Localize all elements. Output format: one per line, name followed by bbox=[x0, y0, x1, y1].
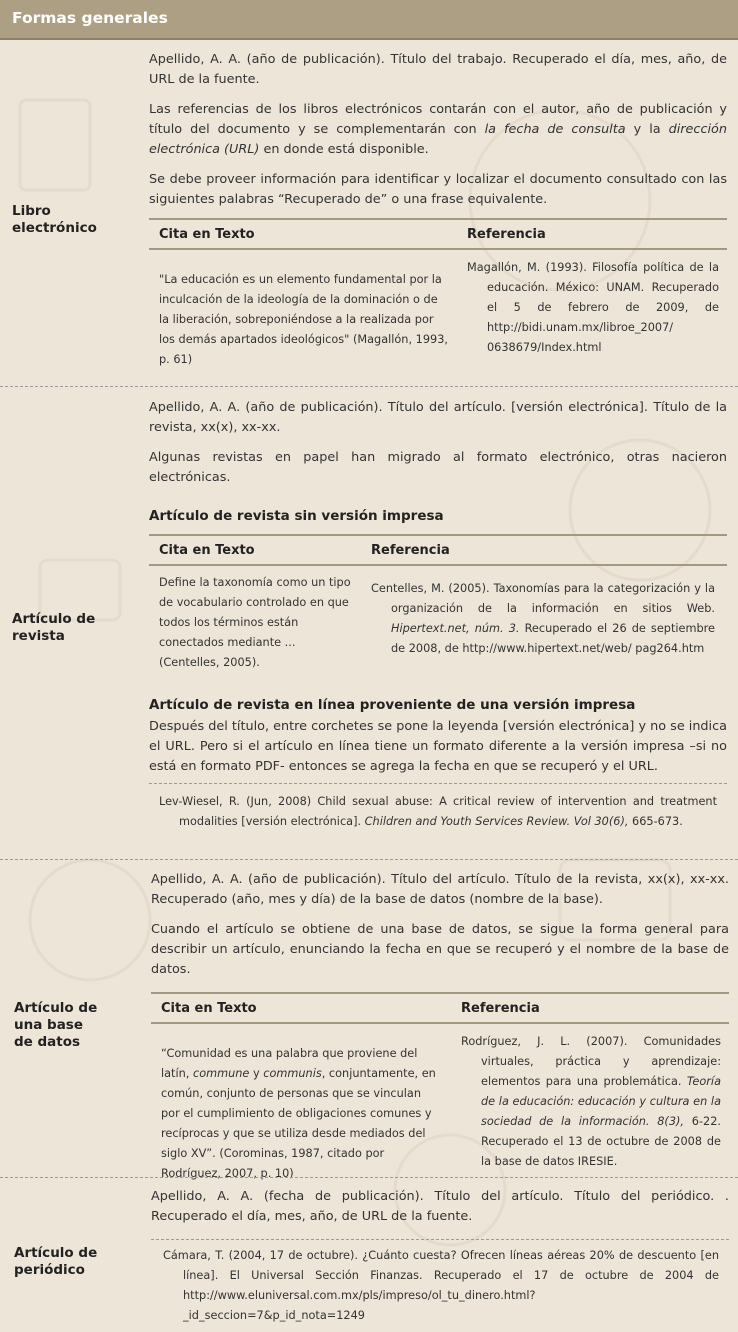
subheading: Artículo de revista sin versión impresa bbox=[149, 508, 444, 524]
section-divider bbox=[0, 386, 738, 387]
table-row bbox=[149, 566, 727, 673]
example-table bbox=[149, 534, 727, 673]
label-line: Artículo de bbox=[12, 611, 96, 627]
label-line: periódico bbox=[14, 1262, 85, 1278]
description-text: Algunas revistas en papel han migrado al formato electrónico, otras nacieron electrónicas. bbox=[149, 450, 727, 485]
header-bar bbox=[0, 0, 738, 40]
section-label-revista bbox=[12, 611, 95, 645]
referencia-cell: Magallón, M. (1993). Filosofía política de la educación. México: UNAM. Recuperado el 5 de febrero de 2009, de http://bidi.unam.mx/libroe_2007/ 0638679/Index.html bbox=[467, 261, 719, 354]
cita-cell: Define la taxonomía como un tipo de vocabulario controlado en que todos los términos están conectados mediante ... (Centelles, 2005). bbox=[159, 576, 351, 669]
referencia-cell: Centelles, M. (2005). Taxonomías para la categorización y la organización de la información en sitios Web. Hipertext.net, núm. 3. Recuperado el 26 de septiembre de 2008, de http://www.hipertext.net/web/ pag264.htm bbox=[371, 582, 715, 655]
section-libro bbox=[149, 50, 727, 370]
section-divider bbox=[0, 859, 738, 860]
column-header-referencia: Referencia bbox=[467, 226, 546, 242]
example-reference: Lev-Wiesel, R. (Jun, 2008) Child sexual abuse: A critical review of intervention and treatment modalities [versión electrónica]. Children and Youth Services Review. Vol 30(6), 665-673. bbox=[149, 783, 727, 832]
section-divider bbox=[0, 1177, 738, 1178]
cita-cell: “Comunidad es una palabra que proviene del latín, commune y communis, conjuntamente, en común, conjunto de personas que se vinculan por el cumplimiento de obligaciones comunes y recíprocas y que se utiliza desde mediados del siglo XV”. (Corominas, 1987, citado por Rodríguez, 2007, p. 10) bbox=[161, 1047, 436, 1180]
cita-cell: "La educación es un elemento fundamental por la inculcación de la ideología de la dominación o de la liberación, sobreponiéndose a la realizada por los demás apartados ideológicos" (Magallón, 1993, p. 61) bbox=[159, 273, 448, 366]
description-text: Se debe proveer información para identificar y localizar el documento consultado con las siguientes palabras “Recuperado de” o una frase equivalente. bbox=[149, 172, 727, 207]
column-header-cita: Cita en Texto bbox=[161, 1000, 257, 1016]
label-line: una base bbox=[14, 1017, 83, 1033]
label-line: Libro bbox=[12, 203, 51, 219]
format-text: Apellido, A. A. (año de publicación). Título del artículo. [versión electrónica]. Título de la revista, xx(x), xx-xx. bbox=[149, 400, 727, 435]
subheading: Artículo de revista en línea proveniente de una versión impresa bbox=[149, 697, 636, 713]
page-title: Formas generales bbox=[12, 9, 168, 27]
section-label-libro bbox=[12, 203, 97, 237]
format-text: Apellido, A. A. (año de publicación). Título del artículo. Título de la revista, xx(x), xx-xx. Recuperado (año, mes y día) de la base de datos (nombre de la base). bbox=[151, 872, 729, 907]
table-row bbox=[149, 250, 727, 370]
table-row bbox=[151, 1024, 729, 1184]
label-line: Artículo de bbox=[14, 1245, 98, 1261]
example-reference: Cámara, T. (2004, 17 de octubre). ¿Cuánto cuesta? Ofrecen líneas aéreas 20% de descuento [en línea]. El Universal Sección Finanzas. Recuperado el 17 de octubre de 2004 de http://www.eluniversal.com.mx/pls/impreso/ol_tu_dinero.html? _id_seccion=7&p_id_nota=1249 bbox=[151, 1239, 729, 1326]
description-text: Después del título, entre corchetes se pone la leyenda [versión electrónica] y no se indica el URL. Pero si el artículo en línea tiene un formato diferente a la versión impresa –si no está en formato PDF- entonces se agrega la fecha en que se recuperó y el URL. bbox=[149, 719, 727, 774]
table-header-row bbox=[149, 536, 727, 566]
description-text: Cuando el artículo se obtiene de una base de datos, se sigue la forma general para describir un artículo, enunciando la fecha en que se recuperó y el nombre de la base de datos. bbox=[151, 922, 729, 977]
section-periodico bbox=[151, 1187, 729, 1326]
column-header-cita: Cita en Texto bbox=[159, 226, 255, 242]
referencia-cell: Rodríguez, J. L. (2007). Comunidades virtuales, práctica y aprendizaje: elementos para una problemática. Teoría de la educación: educación y cultura en la sociedad de la información. 8(3), 6-22. Recuperado el 13 de octubre de 2008 de la base de datos IRESIE. bbox=[461, 1035, 721, 1168]
section-base bbox=[151, 870, 729, 1184]
label-line: Artículo de bbox=[14, 1000, 98, 1016]
column-header-referencia: Referencia bbox=[371, 542, 450, 558]
section-revista bbox=[149, 398, 727, 832]
label-line: de datos bbox=[14, 1034, 81, 1050]
table-header-row bbox=[151, 994, 729, 1024]
example-table bbox=[151, 992, 729, 1184]
column-header-cita: Cita en Texto bbox=[159, 542, 255, 558]
description-text: Las referencias de los libros electrónicos contarán con el autor, año de publicación y título del documento y se complementarán con la fecha de consulta y la dirección electrónica (URL) en donde está disponible. bbox=[149, 102, 727, 157]
format-text: Apellido, A. A. (fecha de publicación). Título del artículo. Título del periódico. . Recuperado el día, mes, año, de URL de la fuente. bbox=[151, 1189, 729, 1224]
format-text: Apellido, A. A. (año de publicación). Título del trabajo. Recuperado el día, mes, año, de URL de la fuente. bbox=[149, 52, 727, 87]
example-table bbox=[149, 218, 727, 370]
label-line: revista bbox=[12, 628, 65, 644]
section-label-periodico bbox=[14, 1245, 97, 1279]
section-label-base bbox=[14, 1000, 97, 1051]
column-header-referencia: Referencia bbox=[461, 1000, 540, 1016]
table-header-row bbox=[149, 220, 727, 250]
label-line: electrónico bbox=[12, 220, 97, 236]
